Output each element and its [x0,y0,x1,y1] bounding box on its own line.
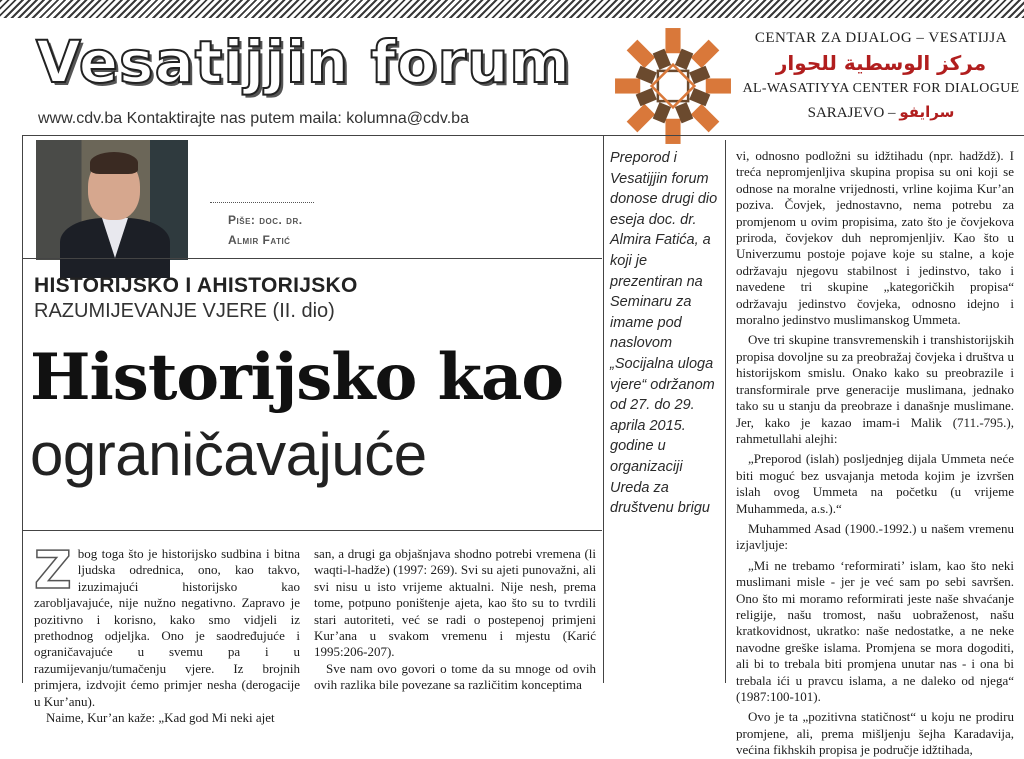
center-name-bosnian: CENTAR ZA DIJALOG – VESATIJJA [754,30,1008,46]
paragraph: Muhammed Asad (1900.-1992.) u našem vremenu izjavljuje: [736,520,1014,553]
paragraph: Naime, Kur’an kaže: „Kad god Mi neki ajet [46,710,275,726]
center-name-english: AL-WASATIYYA CENTER FOR DIALOGUE [742,81,1020,96]
intro-sidebar: Preporod i Vesatijjin forum donose drugi dio eseja doc. dr. Almira Fatića, a koji je prezentiran na Seminaru za imame pod naslovom „Socijalna uloga vjere“ održanom od 27. do 29. aprila 2015. godine u organizaciji Ureda za društvenu brigu [610,150,718,517]
paragraph-text: bog toga što je historijsko sudbina i bitna ljudska odrednica, ono, kao takvo, izuzimajući historijsko kao zarobljavajuće, nije nužno negativno. Zapravo je pozitivno i korisno, kako smo vidjeli iz prethodnog odjeljka. Ono je saodređujuće i ograničavajuće u svemu pa i u razumijevanju/tumačenju vjere. Iz brojnih primjera, izdvojit ćemo primjer nesha (derogacije u Kur’anu). [34,546,300,709]
author-photo [36,140,188,260]
body-column-3 [736,148,1014,758]
headline-line-1: Historijsko kao [30,340,564,415]
article-supertitle: HISTORIJSKO I AHISTORIJSKO [34,274,358,297]
masthead [22,18,1024,133]
paragraph: vi, odnosno podložni su idžtihadu (npr. hadždž). I treća nepromjenljiva skupina propisa su oni koji se odnose na moralne vrijednosti, vrline kojima Kur’an poziva. Čovjek, jednostavno, nema potrebu za promjenom u ovim propisima, zato što je čovjekova priroda, čovjekov duh nepromjenljiv. Kao što u Univerzumu postoje pojave koje su stalne, a koje održavaju njegovu stabilnost i jedinstvo, tako i navedene tri skupine „kategoričkih propisa“ održavaju jedinstvo čovjeka, odnosno idejno i moralno jedinstvo muslimanskog Ummeta. [736,148,1014,328]
headline-line-2: ograničavajuće [30,421,427,488]
article-subtitle: RAZUMIJEVANJE VJERE (II. dio) [34,300,335,322]
paragraph: Sve nam ovo govori o tome da su mnoge od ovih ovih razlika bile povezane sa različitim konceptima [314,660,596,693]
contact-line: www.cdv.ba Kontaktirajte nas putem maila: kolumna@cdv.ba [38,110,469,127]
eight-point-star-logo-icon [610,23,736,149]
paragraph: „Mi ne trebamo ‘reformirati’ islam, kao što neki muslimani misle - jer je već sam po sebi savršen. Ono što mi moramo reformirati jeste naše shvaćanje religije, našu tromost, našu uobraženost, našu kratkovidnost, ukratko: naše nedostatke, a ne neke navodne greške islama. Promjena se mora dogoditi, ali bi to trebala biti promjena unutar nas - i ona bi trebala ići u pravcu islama, a ne daleko od njega“ (1987:100-101). [736,557,1014,704]
author-box [22,136,602,258]
column-divider [725,140,726,683]
forum-title: Vesatijjin forum [36,28,571,96]
body-column-2 [314,546,596,693]
paragraph: „Preporod (islah) posljednjeg dijala Ummeta neće biti moguć bez usvajanja metoda kojim je izvršen islah ovog Ummeta na početku (u vrijeme Muhammeda, a.s.).“ [736,451,1014,516]
center-city-latin: SARAJEVO – [807,105,896,121]
byline-name: Almir Fatić [228,233,291,247]
drop-cap: Z [34,541,72,601]
body-divider [22,530,602,531]
body-column-1 [34,541,300,726]
byline-divider [210,202,314,203]
header-divider [22,258,602,259]
center-name-arabic: مركز الوسطية للحوار [775,51,987,75]
paragraph: Ove tri skupine transvremenskih i transhistorijskih propisa dovoljne su za preobražaj čovjeka i društva u historijskom smislu. Onako kako su preobrazile i transformirale prve generacije muslimana, jednako tako su u stanju da preobraze i današnje muslimane. Jer, kako je kazao imam-i Malik (711.-795.), rahmetullahi alejhi: [736,332,1014,446]
column-divider [603,135,604,683]
top-hatch-border [0,0,1024,18]
center-city [740,103,1022,122]
byline-label: Piše: doc. dr. [228,213,303,227]
center-for-dialogue-block [740,30,1022,122]
byline [228,210,303,250]
paragraph: san, a drugi ga objašnjava shodno potrebi vremena (li waqti-l-hadže) (1997: 269). Svi su ajeti punovažni, ali svi nisu u isto vrijeme aktualni. Nije nesh, prema tome, potpuno poništenje ajeta, kao što su to tvrdili stari autoriteti, već se radi o postepenoj primjeni Kur’ana u svakom vremenu i mjestu (Karić 1995:206-207). [314,546,596,660]
paragraph: Ovo je ta „pozitivna statičnost“ u koju ne prodiru promjene, ali, prema mišljenju šejha Karadavija, većina fikhskih propisa je područje idžtihada, [736,709,1014,758]
paragraph [34,541,300,710]
center-city-arabic: سرايفو [899,103,955,121]
